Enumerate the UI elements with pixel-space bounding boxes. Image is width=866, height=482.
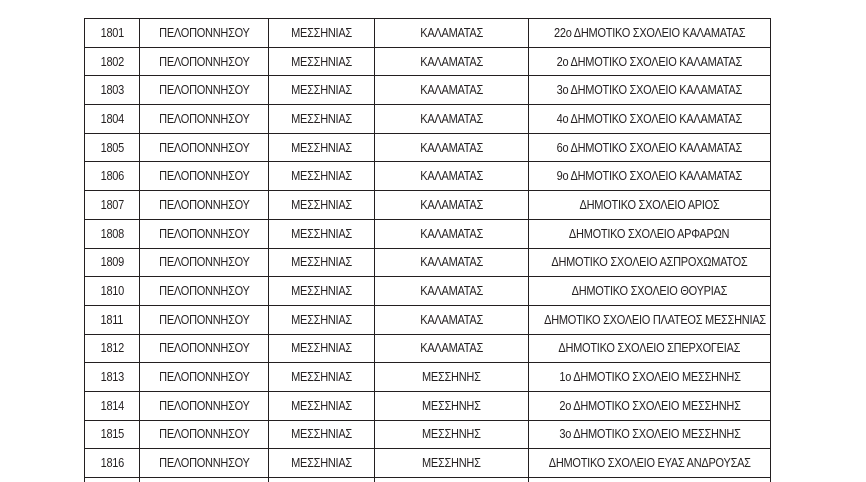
row-number-cell bbox=[85, 105, 140, 134]
municipality-cell-text: ΚΑΛΑΜΑΤΑΣ bbox=[420, 226, 483, 241]
school-name-cell-text: ΔΗΜΟΤΙΚΟ ΣΧΟΛΕΙΟ ΣΠΕΡΧΟΓΕΙΑΣ bbox=[558, 341, 741, 356]
row-number-cell-text: 1806 bbox=[100, 169, 124, 184]
school-name-cell-text: 4ο ΔΗΜΟΤΙΚΟ ΣΧΟΛΕΙΟ ΚΑΛΑΜΑΤΑΣ bbox=[556, 111, 743, 126]
school-name-cell-text: 2ο ΔΗΜΟΤΙΚΟ ΣΧΟΛΕΙΟ ΜΕΣΣΗΝΗΣ bbox=[558, 398, 741, 413]
school-name-cell bbox=[529, 478, 771, 482]
table-row bbox=[85, 363, 771, 392]
municipality-cell bbox=[375, 19, 529, 48]
region-cell bbox=[140, 162, 269, 191]
school-name-cell-text: ΔΗΜΟΤΙΚΟ ΣΧΟΛΕΙΟ ΑΡΙΟΣ bbox=[579, 197, 720, 212]
region-cell bbox=[140, 277, 269, 306]
prefecture-cell-text: ΜΕΣΣΗΝΙΑΣ bbox=[291, 140, 352, 155]
prefecture-cell-text: ΜΕΣΣΗΝΙΑΣ bbox=[291, 54, 352, 69]
municipality-cell-text: ΚΑΛΑΜΑΤΑΣ bbox=[420, 341, 483, 356]
region-cell-text: ΠΕΛΟΠΟΝΝΗΣΟΥ bbox=[158, 25, 250, 40]
row-number-cell bbox=[85, 334, 140, 363]
region-cell-text: ΠΕΛΟΠΟΝΝΗΣΟΥ bbox=[158, 284, 250, 299]
row-number-cell bbox=[85, 449, 140, 478]
school-name-cell bbox=[529, 391, 771, 420]
region-cell-text: ΠΕΛΟΠΟΝΝΗΣΟΥ bbox=[158, 341, 250, 356]
school-name-cell-text: ΔΗΜΟΤΙΚΟ ΣΧΟΛΕΙΟ ΕΥΑΣ ΑΝΔΡΟΥΣΑΣ bbox=[548, 456, 751, 471]
region-cell bbox=[140, 391, 269, 420]
municipality-cell-text: ΚΑΛΑΜΑΤΑΣ bbox=[420, 83, 483, 98]
prefecture-cell bbox=[269, 449, 375, 478]
row-number-cell-text: 1811 bbox=[100, 312, 124, 327]
municipality-cell bbox=[375, 420, 529, 449]
row-number-cell bbox=[85, 478, 140, 482]
region-cell-text: ΠΕΛΟΠΟΝΝΗΣΟΥ bbox=[158, 255, 250, 270]
prefecture-cell bbox=[269, 478, 375, 482]
school-name-cell bbox=[529, 420, 771, 449]
row-number-cell-text: 1801 bbox=[100, 25, 124, 40]
municipality-cell-text: ΚΑΛΑΜΑΤΑΣ bbox=[420, 312, 483, 327]
prefecture-cell bbox=[269, 391, 375, 420]
region-cell bbox=[140, 105, 269, 134]
prefecture-cell-text: ΜΕΣΣΗΝΙΑΣ bbox=[291, 111, 352, 126]
table-row bbox=[85, 305, 771, 334]
table-row bbox=[85, 334, 771, 363]
school-name-cell-text: 2ο ΔΗΜΟΤΙΚΟ ΣΧΟΛΕΙΟ ΚΑΛΑΜΑΤΑΣ bbox=[556, 54, 743, 69]
school-name-cell-text: 22ο ΔΗΜΟΤΙΚΟ ΣΧΟΛΕΙΟ ΚΑΛΑΜΑΤΑΣ bbox=[553, 25, 746, 40]
school-name-cell-text: 3ο ΔΗΜΟΤΙΚΟ ΣΧΟΛΕΙΟ ΜΕΣΣΗΝΗΣ bbox=[558, 427, 741, 442]
region-cell bbox=[140, 478, 269, 482]
school-name-cell bbox=[529, 76, 771, 105]
municipality-cell bbox=[375, 105, 529, 134]
municipality-cell bbox=[375, 76, 529, 105]
municipality-cell bbox=[375, 391, 529, 420]
region-cell bbox=[140, 219, 269, 248]
school-name-cell bbox=[529, 248, 771, 277]
row-number-cell-text: 1803 bbox=[100, 83, 124, 98]
municipality-cell-text: ΚΑΛΑΜΑΤΑΣ bbox=[420, 284, 483, 299]
prefecture-cell-text: ΜΕΣΣΗΝΙΑΣ bbox=[291, 25, 352, 40]
row-number-cell-text: 1812 bbox=[100, 341, 124, 356]
row-number-cell bbox=[85, 363, 140, 392]
school-name-cell bbox=[529, 363, 771, 392]
prefecture-cell-text: ΜΕΣΣΗΝΙΑΣ bbox=[291, 197, 352, 212]
school-name-cell-text: ΔΗΜΟΤΙΚΟ ΣΧΟΛΕΙΟ ΠΛΑΤΕΟΣ ΜΕΣΣΗΝΙΑΣ bbox=[544, 312, 766, 327]
row-number-cell-text: 1815 bbox=[100, 427, 124, 442]
municipality-cell-text: ΜΕΣΣΗΝΗΣ bbox=[422, 398, 481, 413]
prefecture-cell-text: ΜΕΣΣΗΝΙΑΣ bbox=[291, 312, 352, 327]
row-number-cell-text: 1810 bbox=[100, 284, 124, 299]
school-name-cell bbox=[529, 105, 771, 134]
prefecture-cell bbox=[269, 191, 375, 220]
region-cell-text: ΠΕΛΟΠΟΝΝΗΣΟΥ bbox=[158, 427, 250, 442]
municipality-cell-text: ΚΑΛΑΜΑΤΑΣ bbox=[420, 25, 483, 40]
table-row bbox=[85, 219, 771, 248]
municipality-cell bbox=[375, 191, 529, 220]
prefecture-cell-text: ΜΕΣΣΗΝΙΑΣ bbox=[291, 284, 352, 299]
table-row bbox=[85, 133, 771, 162]
municipality-cell bbox=[375, 363, 529, 392]
municipality-cell-text: ΚΑΛΑΜΑΤΑΣ bbox=[420, 169, 483, 184]
region-cell-text: ΠΕΛΟΠΟΝΝΗΣΟΥ bbox=[158, 169, 250, 184]
municipality-cell bbox=[375, 449, 529, 478]
table-row bbox=[85, 191, 771, 220]
prefecture-cell bbox=[269, 248, 375, 277]
row-number-cell-text: 1809 bbox=[100, 255, 124, 270]
table-row bbox=[85, 277, 771, 306]
school-name-cell bbox=[529, 334, 771, 363]
region-cell bbox=[140, 334, 269, 363]
school-name-cell bbox=[529, 191, 771, 220]
region-cell-text: ΠΕΛΟΠΟΝΝΗΣΟΥ bbox=[158, 370, 250, 385]
region-cell bbox=[140, 19, 269, 48]
school-name-cell bbox=[529, 47, 771, 76]
school-name-cell-text: ΔΗΜΟΤΙΚΟ ΣΧΟΛΕΙΟ ΑΣΠΡΟΧΩΜΑΤΟΣ bbox=[551, 255, 748, 270]
prefecture-cell bbox=[269, 133, 375, 162]
region-cell-text: ΠΕΛΟΠΟΝΝΗΣΟΥ bbox=[158, 226, 250, 241]
prefecture-cell-text: ΜΕΣΣΗΝΙΑΣ bbox=[291, 169, 352, 184]
schools-table-body bbox=[85, 19, 771, 482]
table-row bbox=[85, 47, 771, 76]
prefecture-cell bbox=[269, 305, 375, 334]
municipality-cell-text: ΚΑΛΑΜΑΤΑΣ bbox=[420, 255, 483, 270]
region-cell-text: ΠΕΛΟΠΟΝΝΗΣΟΥ bbox=[158, 140, 250, 155]
region-cell bbox=[140, 363, 269, 392]
school-name-cell-text: 9ο ΔΗΜΟΤΙΚΟ ΣΧΟΛΕΙΟ ΚΑΛΑΜΑΤΑΣ bbox=[556, 169, 743, 184]
schools-table bbox=[84, 18, 771, 482]
municipality-cell bbox=[375, 478, 529, 482]
municipality-cell bbox=[375, 219, 529, 248]
region-cell bbox=[140, 191, 269, 220]
row-number-cell bbox=[85, 277, 140, 306]
municipality-cell-text: ΚΑΛΑΜΑΤΑΣ bbox=[420, 140, 483, 155]
school-name-cell-text: ΔΗΜΟΤΙΚΟ ΣΧΟΛΕΙΟ ΑΡΦΑΡΩΝ bbox=[569, 226, 730, 241]
region-cell-text: ΠΕΛΟΠΟΝΝΗΣΟΥ bbox=[158, 197, 250, 212]
school-name-cell bbox=[529, 449, 771, 478]
row-number-cell bbox=[85, 133, 140, 162]
municipality-cell-text: ΜΕΣΣΗΝΗΣ bbox=[422, 456, 481, 471]
school-name-cell bbox=[529, 133, 771, 162]
region-cell-text: ΠΕΛΟΠΟΝΝΗΣΟΥ bbox=[158, 83, 250, 98]
row-number-cell-text: 1805 bbox=[100, 140, 124, 155]
row-number-cell bbox=[85, 391, 140, 420]
municipality-cell-text: ΜΕΣΣΗΝΗΣ bbox=[422, 370, 481, 385]
table-row bbox=[85, 391, 771, 420]
row-number-cell bbox=[85, 191, 140, 220]
region-cell-text: ΠΕΛΟΠΟΝΝΗΣΟΥ bbox=[158, 54, 250, 69]
table-row bbox=[85, 162, 771, 191]
region-cell bbox=[140, 305, 269, 334]
table-row bbox=[85, 76, 771, 105]
table-row bbox=[85, 19, 771, 48]
row-number-cell-text: 1804 bbox=[100, 111, 124, 126]
table-row bbox=[85, 248, 771, 277]
municipality-cell bbox=[375, 305, 529, 334]
municipality-cell-text: ΚΑΛΑΜΑΤΑΣ bbox=[420, 54, 483, 69]
prefecture-cell bbox=[269, 219, 375, 248]
school-name-cell bbox=[529, 219, 771, 248]
row-number-cell bbox=[85, 47, 140, 76]
prefecture-cell-text: ΜΕΣΣΗΝΙΑΣ bbox=[291, 398, 352, 413]
municipality-cell bbox=[375, 133, 529, 162]
row-number-cell-text: 1802 bbox=[100, 54, 124, 69]
prefecture-cell bbox=[269, 47, 375, 76]
row-number-cell-text: 1816 bbox=[100, 456, 124, 471]
prefecture-cell bbox=[269, 76, 375, 105]
row-number-cell-text: 1807 bbox=[100, 197, 124, 212]
prefecture-cell-text: ΜΕΣΣΗΝΙΑΣ bbox=[291, 83, 352, 98]
prefecture-cell-text: ΜΕΣΣΗΝΙΑΣ bbox=[291, 226, 352, 241]
row-number-cell-text: 1814 bbox=[100, 398, 124, 413]
prefecture-cell-text: ΜΕΣΣΗΝΙΑΣ bbox=[291, 341, 352, 356]
row-number-cell-text: 1808 bbox=[100, 226, 124, 241]
region-cell bbox=[140, 47, 269, 76]
row-number-cell bbox=[85, 76, 140, 105]
table-row bbox=[85, 420, 771, 449]
region-cell bbox=[140, 248, 269, 277]
prefecture-cell-text: ΜΕΣΣΗΝΙΑΣ bbox=[291, 370, 352, 385]
row-number-cell bbox=[85, 162, 140, 191]
school-name-cell bbox=[529, 162, 771, 191]
school-name-cell bbox=[529, 19, 771, 48]
school-name-cell bbox=[529, 305, 771, 334]
prefecture-cell bbox=[269, 105, 375, 134]
table-row bbox=[85, 105, 771, 134]
row-number-cell bbox=[85, 19, 140, 48]
table-row bbox=[85, 449, 771, 478]
prefecture-cell bbox=[269, 162, 375, 191]
region-cell-text: ΠΕΛΟΠΟΝΝΗΣΟΥ bbox=[158, 398, 250, 413]
prefecture-cell-text: ΜΕΣΣΗΝΙΑΣ bbox=[291, 427, 352, 442]
school-name-cell-text: 3ο ΔΗΜΟΤΙΚΟ ΣΧΟΛΕΙΟ ΚΑΛΑΜΑΤΑΣ bbox=[556, 83, 743, 98]
region-cell bbox=[140, 76, 269, 105]
table-row bbox=[85, 478, 771, 482]
prefecture-cell bbox=[269, 19, 375, 48]
prefecture-cell bbox=[269, 420, 375, 449]
region-cell-text: ΠΕΛΟΠΟΝΝΗΣΟΥ bbox=[158, 111, 250, 126]
region-cell bbox=[140, 133, 269, 162]
municipality-cell-text: ΚΑΛΑΜΑΤΑΣ bbox=[420, 197, 483, 212]
prefecture-cell bbox=[269, 334, 375, 363]
municipality-cell bbox=[375, 248, 529, 277]
municipality-cell-text: ΜΕΣΣΗΝΗΣ bbox=[422, 427, 481, 442]
school-name-cell bbox=[529, 277, 771, 306]
row-number-cell bbox=[85, 420, 140, 449]
row-number-cell bbox=[85, 305, 140, 334]
municipality-cell bbox=[375, 277, 529, 306]
prefecture-cell-text: ΜΕΣΣΗΝΙΑΣ bbox=[291, 456, 352, 471]
municipality-cell bbox=[375, 162, 529, 191]
school-name-cell-text: 1ο ΔΗΜΟΤΙΚΟ ΣΧΟΛΕΙΟ ΜΕΣΣΗΝΗΣ bbox=[558, 370, 741, 385]
school-name-cell-text: 6ο ΔΗΜΟΤΙΚΟ ΣΧΟΛΕΙΟ ΚΑΛΑΜΑΤΑΣ bbox=[556, 140, 743, 155]
school-name-cell-text: ΔΗΜΟΤΙΚΟ ΣΧΟΛΕΙΟ ΘΟΥΡΙΑΣ bbox=[571, 284, 728, 299]
prefecture-cell-text: ΜΕΣΣΗΝΙΑΣ bbox=[291, 255, 352, 270]
prefecture-cell bbox=[269, 277, 375, 306]
municipality-cell bbox=[375, 334, 529, 363]
region-cell-text: ΠΕΛΟΠΟΝΝΗΣΟΥ bbox=[158, 312, 250, 327]
region-cell-text: ΠΕΛΟΠΟΝΝΗΣΟΥ bbox=[158, 456, 250, 471]
region-cell bbox=[140, 420, 269, 449]
municipality-cell bbox=[375, 47, 529, 76]
row-number-cell bbox=[85, 219, 140, 248]
row-number-cell-text: 1813 bbox=[100, 370, 124, 385]
region-cell bbox=[140, 449, 269, 478]
row-number-cell bbox=[85, 248, 140, 277]
municipality-cell-text: ΚΑΛΑΜΑΤΑΣ bbox=[420, 111, 483, 126]
prefecture-cell bbox=[269, 363, 375, 392]
